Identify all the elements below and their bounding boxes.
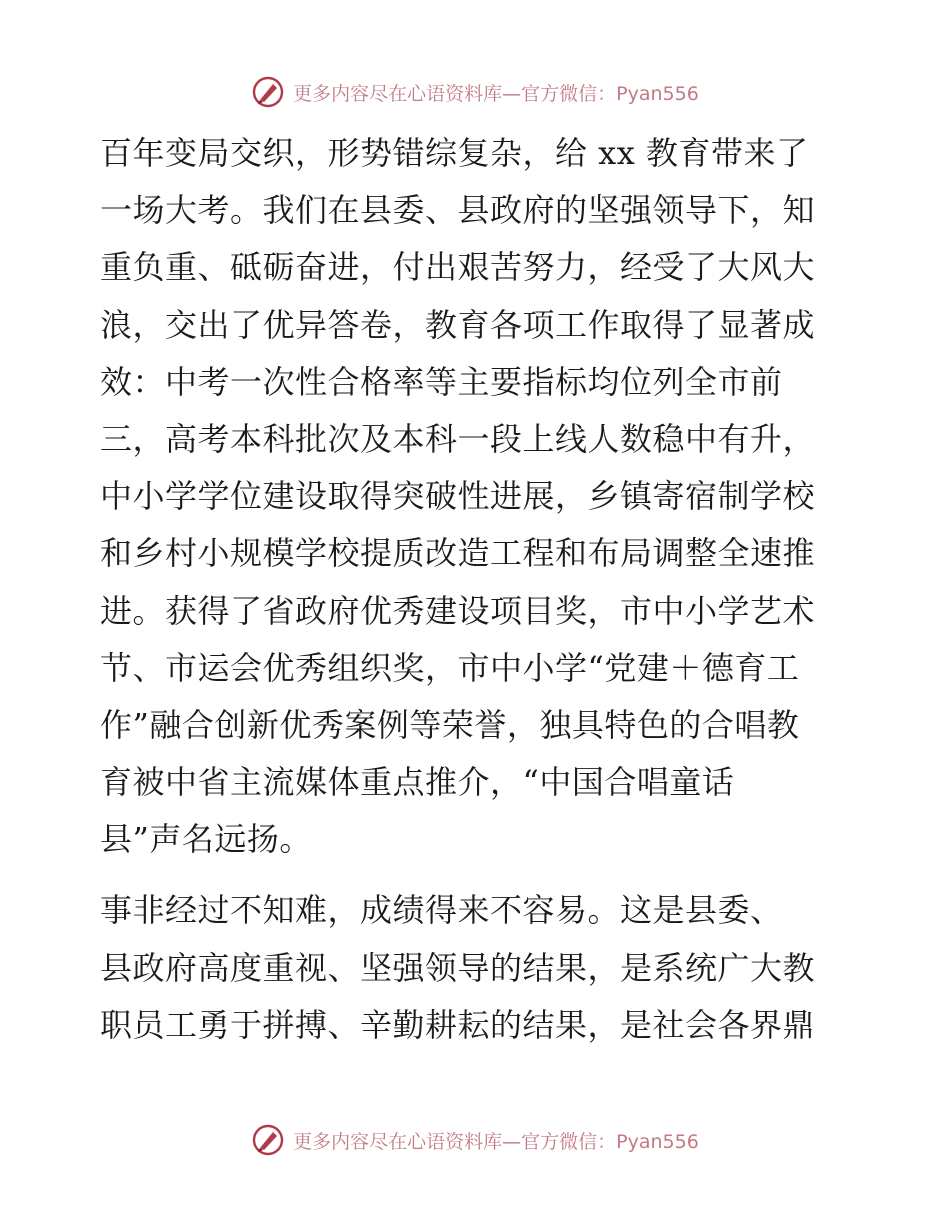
text-line: 效：中考一次性合格率等主要指标均位列全市前	[100, 362, 783, 401]
paragraph-1	[100, 125, 852, 868]
pen-logo-icon	[251, 1123, 285, 1157]
header-banner-text: 更多内容尽在心语资料库—官方微信：Pyan556	[293, 82, 699, 105]
text-line: 节、市运会优秀组织奖，市中小学“党建＋德育工	[100, 648, 800, 687]
text-line: 事非经过不知难，成绩得来不容易。这是县委、	[100, 891, 783, 930]
text-line: 职员工勇于拼搏、辛勤耕耘的结果，是社会各界鼎	[100, 1005, 816, 1044]
text-line: 进。获得了省政府优秀建设项目奖，市中小学艺术	[100, 591, 816, 630]
paragraph-2	[100, 882, 852, 1054]
text-line: 中小学学位建设取得突破性进展，乡镇寄宿制学校	[100, 477, 816, 516]
text-line: 三，高考本科批次及本科一段上线人数稳中有升，	[100, 419, 816, 458]
text-line: 育被中省主流媒体重点推介，“中国合唱童话	[100, 763, 735, 802]
text-line: 和乡村小规模学校提质改造工程和布局调整全速推	[100, 534, 816, 573]
text-line: 作”融合创新优秀案例等荣誉，独具特色的合唱教	[100, 705, 800, 744]
text-line: 县政府高度重视、坚强领导的结果，是系统广大教	[100, 948, 816, 987]
text-line: 一场大考。我们在县委、县政府的坚强领导下，知	[100, 191, 816, 230]
footer-banner-text: 更多内容尽在心语资料库—官方微信：Pyan556	[293, 1130, 699, 1153]
text-line: 县”声名远扬。	[100, 820, 312, 859]
footer-banner	[0, 1118, 950, 1162]
text-line: 浪，交出了优异答卷，教育各项工作取得了显著成	[100, 305, 816, 344]
header-banner	[0, 70, 950, 114]
document-body	[100, 125, 852, 1054]
text-line: 百年变局交织，形势错综复杂，给 xx 教育带来了	[100, 134, 809, 172]
pen-logo-icon	[251, 75, 285, 109]
text-line: 重负重、砥砺奋进，付出艰苦努力，经受了大风大	[100, 248, 816, 287]
